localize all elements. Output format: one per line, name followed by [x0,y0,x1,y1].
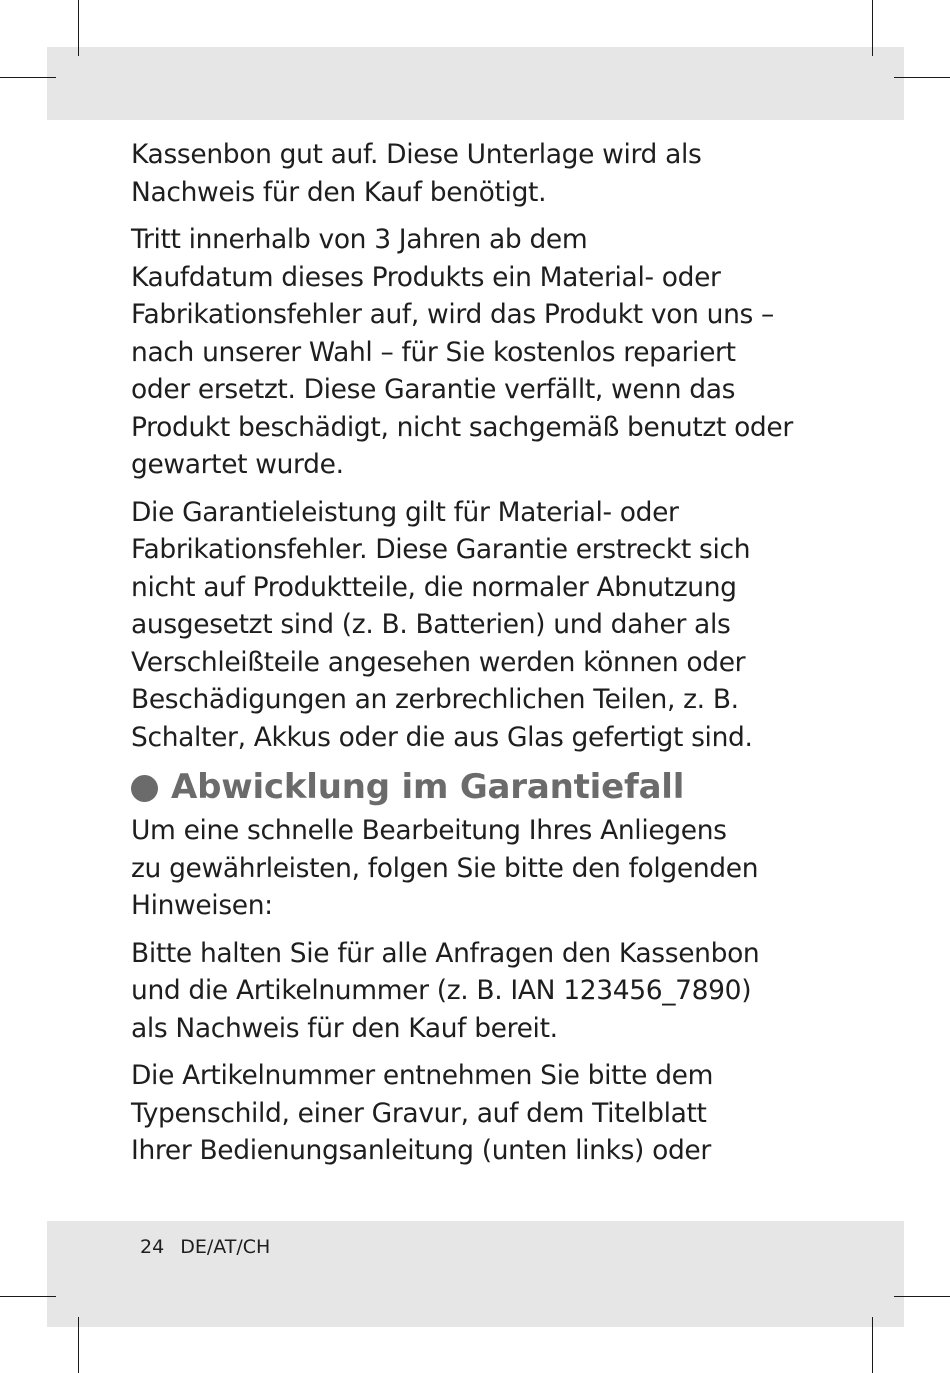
section-heading [131,766,821,810]
header-band [47,47,904,120]
crop-mark-bottom-right-horizontal [894,1296,950,1297]
paragraph-article-location: Die Artikelnummer entnehmen Sie bitte dem Typenschild, einer Gravur, auf dem Titelblatt Ihrer Bedienungsanleitung (unten links) oder [131,1060,714,1166]
page-footer [140,1236,270,1258]
page-body [131,136,821,1180]
section-heading-text: Abwicklung im Garantiefall [171,767,685,808]
paragraph-receipt: Kassenbon gut auf. Diese Unterlage wird als Nachweis für den Kauf benötigt. [131,139,702,208]
paragraph-warranty-period: Tritt innerhalb von 3 Jahren ab dem Kaufdatum dieses Produkts ein Material- oder Fabrikationsfehler auf, wird das Produkt von uns – nach unserer Wahl – für Sie kostenlos repariert oder ersetzt. Diese Garantie verfällt, wenn das Produkt beschädigt, nicht sachgemäß benutzt oder gewartet wurde. [131,224,793,480]
crop-mark-bottom-left-vertical [78,1317,79,1373]
crop-mark-top-left-horizontal [0,77,56,78]
paragraph-article-number: Bitte halten Sie für alle Anfragen den Kassenbon und die Artikelnummer (z. B. IAN 123456_7890) als Nachweis für den Kauf bereit. [131,937,760,1044]
bullet-icon [131,775,158,802]
crop-mark-top-right-horizontal [894,77,950,78]
crop-mark-top-left-vertical [78,0,79,56]
page-number: 24 [140,1236,165,1258]
crop-mark-bottom-left-horizontal [0,1296,56,1297]
paragraph-warranty-scope: Die Garantieleistung gilt für Material- oder Fabrikationsfehler. Diese Garantie erstreckt sich nicht auf Produktteile, die normaler Abnutzung ausgesetzt sind (z. B. Batterien) und daher als Verschleißteile angesehen werden können oder Beschädigungen an zerbrechlichen Teilen, z. B. Schalter, Akkus oder die aus Glas gefertigt sind. [131,496,753,753]
paragraph-processing: Um eine schnelle Bearbeitung Ihres Anliegens zu gewährleisten, folgen Sie bitte den folgenden Hinweisen: [131,815,759,921]
crop-mark-top-right-vertical [872,0,873,56]
region-code: DE/AT/CH [180,1236,271,1258]
crop-mark-bottom-right-vertical [872,1317,873,1373]
